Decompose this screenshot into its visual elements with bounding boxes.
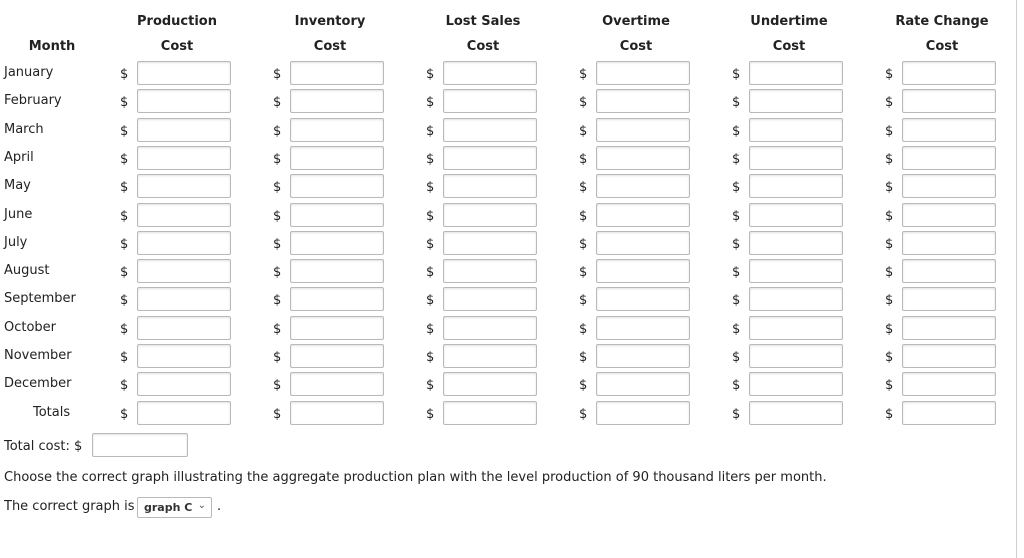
- cost-input[interactable]: [290, 316, 384, 340]
- cost-input[interactable]: [443, 316, 537, 340]
- row-label-11: December: [4, 376, 72, 392]
- currency-symbol: $: [885, 236, 894, 252]
- currency-symbol: $: [732, 321, 741, 337]
- currency-symbol: $: [885, 95, 894, 111]
- graph-select[interactable]: [137, 497, 212, 518]
- currency-symbol: $: [273, 378, 282, 394]
- cost-input[interactable]: [902, 316, 996, 340]
- totals-label: Totals: [33, 404, 71, 420]
- cost-input[interactable]: [290, 203, 384, 227]
- currency-symbol: $: [120, 67, 129, 82]
- currency-symbol: $: [885, 350, 894, 365]
- currency-symbol: $: [732, 265, 741, 281]
- cost-input[interactable]: [443, 174, 537, 198]
- cost-input[interactable]: [749, 89, 843, 113]
- currency-symbol: $: [579, 151, 588, 167]
- column-header-2-line2: Cost: [466, 39, 500, 54]
- cost-input[interactable]: [749, 259, 843, 283]
- cost-input[interactable]: [290, 344, 384, 368]
- currency-symbol: $: [732, 180, 741, 196]
- cost-input[interactable]: [290, 174, 384, 198]
- currency-symbol: $: [273, 321, 282, 337]
- row-label-7: August: [4, 263, 50, 279]
- currency-symbol: $: [732, 151, 741, 167]
- cost-input[interactable]: [902, 287, 996, 311]
- currency-symbol: $: [885, 208, 894, 224]
- cost-input[interactable]: [137, 61, 231, 85]
- cost-input[interactable]: [902, 89, 996, 113]
- cost-input[interactable]: [137, 287, 231, 311]
- cost-input[interactable]: [902, 259, 996, 283]
- cost-input[interactable]: [137, 118, 231, 142]
- cost-input[interactable]: [290, 61, 384, 85]
- currency-symbol: $: [732, 236, 741, 252]
- currency-symbol: $: [426, 378, 435, 394]
- total-input[interactable]: [902, 401, 996, 425]
- cost-input[interactable]: [137, 316, 231, 340]
- currency-symbol: $: [732, 293, 741, 309]
- currency-symbol: $: [885, 151, 894, 167]
- currency-symbol: $: [579, 265, 588, 281]
- currency-symbol: $: [426, 350, 435, 365]
- cost-input[interactable]: [137, 372, 231, 396]
- cost-input[interactable]: [902, 203, 996, 227]
- cost-input[interactable]: [596, 146, 690, 170]
- cost-input[interactable]: [749, 118, 843, 142]
- question-text: Choose the correct graph illustrating the aggregate production plan with the level production of 90 thousand liters per month.: [4, 470, 827, 485]
- currency-symbol: $: [732, 123, 741, 139]
- currency-symbol: $: [120, 123, 129, 139]
- cost-input[interactable]: [290, 372, 384, 396]
- currency-symbol: $: [426, 208, 435, 224]
- cost-input[interactable]: [137, 203, 231, 227]
- currency-symbol: $: [579, 67, 588, 82]
- currency-symbol: $: [579, 236, 588, 252]
- currency-symbol: $: [120, 350, 129, 365]
- cost-input[interactable]: [443, 372, 537, 396]
- currency-symbol: $: [885, 123, 894, 139]
- cost-input[interactable]: [443, 259, 537, 283]
- total-input[interactable]: [749, 401, 843, 425]
- currency-symbol: $: [885, 67, 894, 82]
- month-column-header: Month: [28, 39, 76, 54]
- currency-symbol: $: [732, 67, 741, 82]
- total-cost-input[interactable]: [92, 433, 188, 457]
- currency-symbol: $: [120, 378, 129, 394]
- row-label-6: July: [4, 234, 28, 250]
- cost-input[interactable]: [596, 344, 690, 368]
- cost-input[interactable]: [137, 174, 231, 198]
- row-label-5: June: [4, 206, 33, 222]
- cost-input[interactable]: [137, 259, 231, 283]
- currency-symbol: $: [120, 406, 129, 422]
- cost-input[interactable]: [596, 316, 690, 340]
- chevron-down-icon: ⌄: [197, 500, 206, 511]
- cost-input[interactable]: [596, 118, 690, 142]
- cost-input[interactable]: [749, 203, 843, 227]
- currency-symbol: $: [579, 123, 588, 139]
- currency-symbol: $: [885, 378, 894, 394]
- row-label-2: March: [4, 121, 44, 137]
- currency-symbol: $: [426, 265, 435, 281]
- currency-symbol: $: [273, 406, 282, 422]
- cost-input[interactable]: [749, 146, 843, 170]
- cost-input[interactable]: [290, 146, 384, 170]
- cost-input[interactable]: [749, 316, 843, 340]
- currency-symbol: $: [426, 123, 435, 139]
- row-label-10: November: [4, 348, 72, 363]
- cost-input[interactable]: [749, 344, 843, 368]
- row-label-3: April: [4, 149, 34, 165]
- currency-symbol: $: [273, 265, 282, 281]
- currency-symbol: $: [579, 378, 588, 394]
- currency-symbol: $: [885, 180, 894, 196]
- currency-symbol: $: [120, 265, 129, 281]
- currency-symbol: $: [120, 236, 129, 252]
- currency-symbol: $: [732, 378, 741, 394]
- currency-symbol: $: [120, 151, 129, 167]
- currency-symbol: $: [885, 321, 894, 337]
- cost-input[interactable]: [596, 231, 690, 255]
- row-label-4: May: [4, 178, 31, 194]
- row-label-1: February: [4, 93, 62, 109]
- currency-symbol: $: [273, 236, 282, 252]
- cost-input[interactable]: [596, 61, 690, 85]
- cost-input[interactable]: [443, 89, 537, 113]
- column-header-3-line2: Cost: [619, 39, 653, 54]
- column-header-1-line2: Cost: [313, 39, 347, 54]
- column-header-4-line2: Cost: [772, 39, 806, 54]
- cost-input[interactable]: [443, 146, 537, 170]
- currency-symbol: $: [579, 180, 588, 196]
- column-header-0-line1: Production: [137, 14, 217, 29]
- currency-symbol: $: [273, 67, 282, 82]
- currency-symbol: $: [120, 321, 129, 337]
- currency-symbol: $: [426, 406, 435, 422]
- currency-symbol: $: [273, 151, 282, 167]
- cost-input[interactable]: [902, 174, 996, 198]
- cost-input[interactable]: [749, 61, 843, 85]
- cost-input[interactable]: [443, 61, 537, 85]
- row-label-8: September: [4, 291, 76, 307]
- cost-input[interactable]: [290, 259, 384, 283]
- column-header-1-line1: Inventory: [294, 14, 366, 29]
- total-input[interactable]: [596, 401, 690, 425]
- cost-input[interactable]: [596, 372, 690, 396]
- right-border: [1016, 0, 1017, 558]
- total-cost-label: Total cost: $: [4, 439, 83, 454]
- currency-symbol: $: [120, 180, 129, 196]
- cost-input[interactable]: [749, 174, 843, 198]
- cost-input[interactable]: [902, 61, 996, 85]
- currency-symbol: $: [579, 350, 588, 365]
- cost-input[interactable]: [443, 231, 537, 255]
- currency-symbol: $: [579, 293, 588, 309]
- cost-input[interactable]: [749, 231, 843, 255]
- cost-input[interactable]: [902, 344, 996, 368]
- currency-symbol: $: [579, 208, 588, 224]
- currency-symbol: $: [120, 293, 129, 309]
- column-header-5-line2: Cost: [925, 39, 959, 54]
- cost-input[interactable]: [137, 146, 231, 170]
- cost-input[interactable]: [137, 344, 231, 368]
- currency-symbol: $: [579, 95, 588, 111]
- currency-symbol: $: [120, 208, 129, 224]
- cost-input[interactable]: [443, 344, 537, 368]
- cost-input[interactable]: [290, 287, 384, 311]
- cost-input[interactable]: [902, 231, 996, 255]
- currency-symbol: $: [273, 293, 282, 309]
- currency-symbol: $: [732, 350, 741, 365]
- cost-input[interactable]: [137, 89, 231, 113]
- answer-suffix: .: [217, 499, 222, 514]
- cost-input[interactable]: [749, 287, 843, 311]
- currency-symbol: $: [885, 265, 894, 281]
- currency-symbol: $: [426, 321, 435, 337]
- cost-input[interactable]: [137, 231, 231, 255]
- column-header-4-line1: Undertime: [750, 14, 828, 29]
- currency-symbol: $: [426, 236, 435, 252]
- currency-symbol: $: [426, 180, 435, 196]
- currency-symbol: $: [273, 208, 282, 224]
- currency-symbol: $: [426, 151, 435, 167]
- cost-input[interactable]: [596, 287, 690, 311]
- currency-symbol: $: [273, 180, 282, 196]
- currency-symbol: $: [273, 350, 282, 365]
- cost-input[interactable]: [443, 203, 537, 227]
- currency-symbol: $: [579, 321, 588, 337]
- cost-input[interactable]: [596, 203, 690, 227]
- column-header-5-line1: Rate Change: [895, 14, 989, 29]
- cost-input[interactable]: [596, 259, 690, 283]
- currency-symbol: $: [426, 67, 435, 82]
- column-header-0-line2: Cost: [160, 39, 194, 54]
- column-header-2-line1: Lost Sales: [445, 14, 521, 29]
- total-input[interactable]: [290, 401, 384, 425]
- answer-prefix: The correct graph is: [4, 499, 135, 514]
- total-input[interactable]: [137, 401, 231, 425]
- cost-input[interactable]: [596, 89, 690, 113]
- cost-input[interactable]: [902, 146, 996, 170]
- cost-input[interactable]: [290, 89, 384, 113]
- currency-symbol: $: [120, 95, 129, 111]
- currency-symbol: $: [273, 95, 282, 111]
- currency-symbol: $: [885, 293, 894, 309]
- cost-input[interactable]: [290, 118, 384, 142]
- currency-symbol: $: [732, 406, 741, 422]
- currency-symbol: $: [426, 293, 435, 309]
- total-input[interactable]: [443, 401, 537, 425]
- row-label-9: October: [4, 319, 57, 335]
- currency-symbol: $: [885, 406, 894, 422]
- column-header-3-line1: Overtime: [602, 14, 670, 29]
- currency-symbol: $: [732, 208, 741, 224]
- row-label-0: January: [4, 65, 54, 80]
- graph-select-value: graph C: [144, 501, 193, 514]
- cost-input[interactable]: [902, 372, 996, 396]
- cost-input[interactable]: [443, 287, 537, 311]
- currency-symbol: $: [732, 95, 741, 111]
- currency-symbol: $: [426, 95, 435, 111]
- cost-input[interactable]: [596, 174, 690, 198]
- cost-input[interactable]: [902, 118, 996, 142]
- currency-symbol: $: [273, 123, 282, 139]
- currency-symbol: $: [579, 406, 588, 422]
- cost-input[interactable]: [749, 372, 843, 396]
- cost-input[interactable]: [290, 231, 384, 255]
- cost-input[interactable]: [443, 118, 537, 142]
